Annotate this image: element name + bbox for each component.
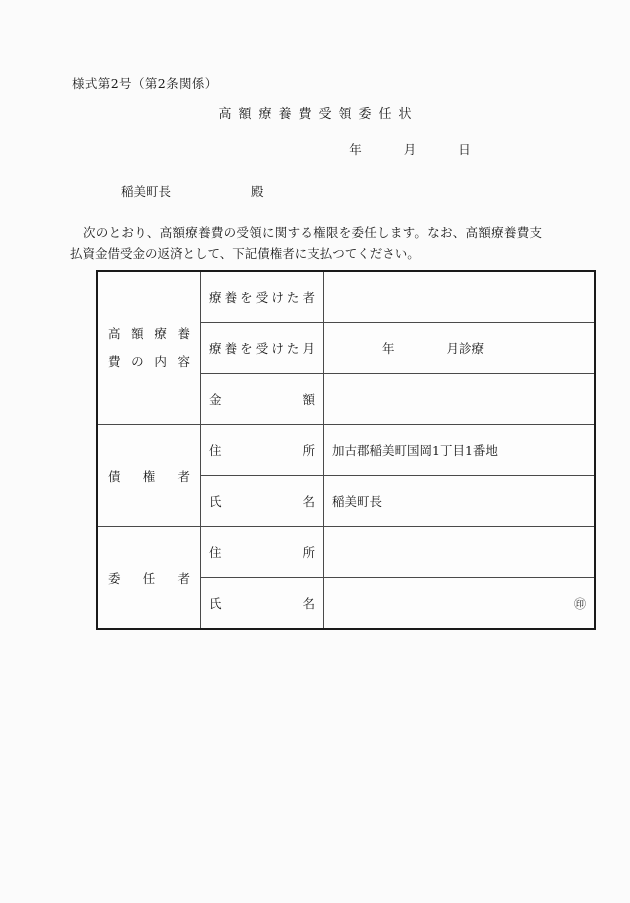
group-label-creditor: 債権者 xyxy=(97,425,201,527)
table-row xyxy=(97,527,595,578)
delegation-table xyxy=(96,270,596,630)
form-number: 様式第2号（第2条関係） xyxy=(72,76,218,91)
row-label-creditor-address: 住所 xyxy=(201,425,324,476)
table-row xyxy=(97,425,595,476)
date-year-label: 年 xyxy=(349,142,362,157)
row-label-recipient: 療養を受けた者 xyxy=(201,271,324,323)
row-value-delegator-name[interactable] xyxy=(324,578,596,630)
treatment-year-label: 年 xyxy=(381,341,395,356)
group-label-delegator: 委任者 xyxy=(97,527,201,630)
addressee-honorific: 殿 xyxy=(250,184,264,199)
date-day-label: 日 xyxy=(458,142,471,157)
row-value-recipient[interactable] xyxy=(324,271,596,323)
addressee-line xyxy=(121,182,264,200)
row-label-amount: 金額 xyxy=(201,374,324,425)
seal-icon: ㊞ xyxy=(573,596,586,611)
page-title: 高額療養費受領委任状 xyxy=(218,107,419,122)
row-label-treatment-month: 療養を受けた月 xyxy=(201,323,324,374)
row-value-delegator-address[interactable] xyxy=(324,527,596,578)
row-label-creditor-name: 氏名 xyxy=(201,476,324,527)
date-line xyxy=(0,140,630,158)
row-label-delegator-name: 氏名 xyxy=(201,578,324,630)
row-label-delegator-address: 住所 xyxy=(201,527,324,578)
row-value-creditor-name[interactable]: 稲美町長 xyxy=(324,476,596,527)
row-value-creditor-address[interactable]: 加古郡稲美町国岡1丁目1番地 xyxy=(324,425,596,476)
row-value-treatment-month[interactable] xyxy=(324,323,596,374)
addressee-name: 稲美町長 xyxy=(121,184,172,199)
treatment-month-label: 月診療 xyxy=(446,341,484,356)
body-paragraph: 次のとおり、高額療養費の受領に関する権限を委任します。なお、高額療養費支払資金借受金の返済として、下記債権者に支払つてください。 xyxy=(70,225,542,261)
table-row xyxy=(97,271,595,323)
row-value-amount[interactable] xyxy=(324,374,596,425)
group-label-medical-expense-details: 高額療養 費の内容 xyxy=(97,271,201,425)
date-month-label: 月 xyxy=(403,142,417,157)
